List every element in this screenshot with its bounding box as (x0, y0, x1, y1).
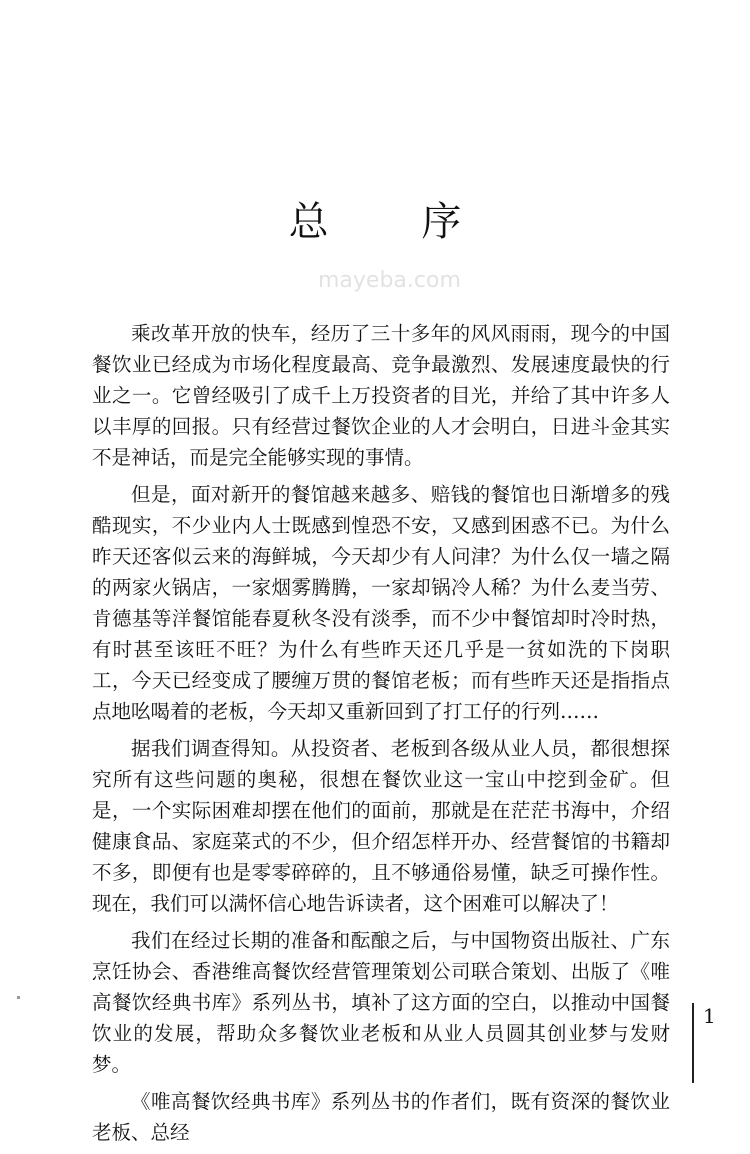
watermark: mayeba.com (318, 268, 461, 293)
page-number: 1 (703, 1004, 716, 1028)
page-title: 总 序 (288, 199, 502, 245)
paragraph: 乘改革开放的快车，经历了三十多年的风风雨雨，现今的中国餐饮业已经成为市场化程度最高、竞争最激烈、发展速度最快的行业之一。它曾经吸引了成千上万投资者的目光，并给了其中许多人以丰厚的回报。只有经营过餐饮企业的人才会明白，日进斗金其实不是神话，而是完全能够实现的事情。 (92, 322, 670, 469)
paragraph: 我们在经过长期的准备和酝酿之后，与中国物资出版社、广东烹饪协会、香港维高餐饮经营管理策划公司联合策划、出版了《唯高餐饮经典书库》系列丛书，填补了这方面的空白，以推动中国餐饮业的发展，帮助众多餐饮业老板和从业人员圆其创业梦与发财梦。 (92, 929, 670, 1076)
paragraph: 据我们调查得知。从投资者、老板到各级从业人员，都很想探究所有这些问题的奥秘，很想在餐饮业这一宝山中挖到金矿。但是，一个实际困难却摆在他们的面前，那就是在茫茫书海中，介绍健康食品、家庭菜式的不少，但介绍怎样开办、经营餐馆的书籍却不多，即便有也是零零碎碎的，且不够通俗易懂，缺乏可操作性。现在，我们可以满怀信心地告诉读者，这个困难可以解决了！ (92, 737, 670, 915)
paragraph: 《唯高餐饮经典书库》系列丛书的作者们，既有资深的餐饮业老板、总经 (92, 1090, 670, 1144)
folio-rule (692, 1003, 694, 1083)
paragraph: 但是，面对新开的餐馆越来越多、赔钱的餐馆也日渐增多的残酷现实，不少业内人士既感到惶恐不安，又感到困惑不已。为什么昨天还客似云来的海鲜城，今天却少有人问津？为什么仅一墙之隔的两家火锅店，一家烟雾腾腾，一家却锅冷人稀？为什么麦当劳、肯德基等洋餐馆能春夏秋冬没有淡季，而不少中餐馆却时冷时热，有时甚至该旺不旺？为什么有些昨天还几乎是一贫如洗的下岗职工，今天已经变成了腰缠万贯的餐馆老板；而有些昨天还是指指点点地吆喝着的老板，今天却又重新回到了打工仔的行列…… (92, 483, 670, 723)
scan-speck (17, 996, 20, 999)
body-text (92, 318, 670, 1154)
